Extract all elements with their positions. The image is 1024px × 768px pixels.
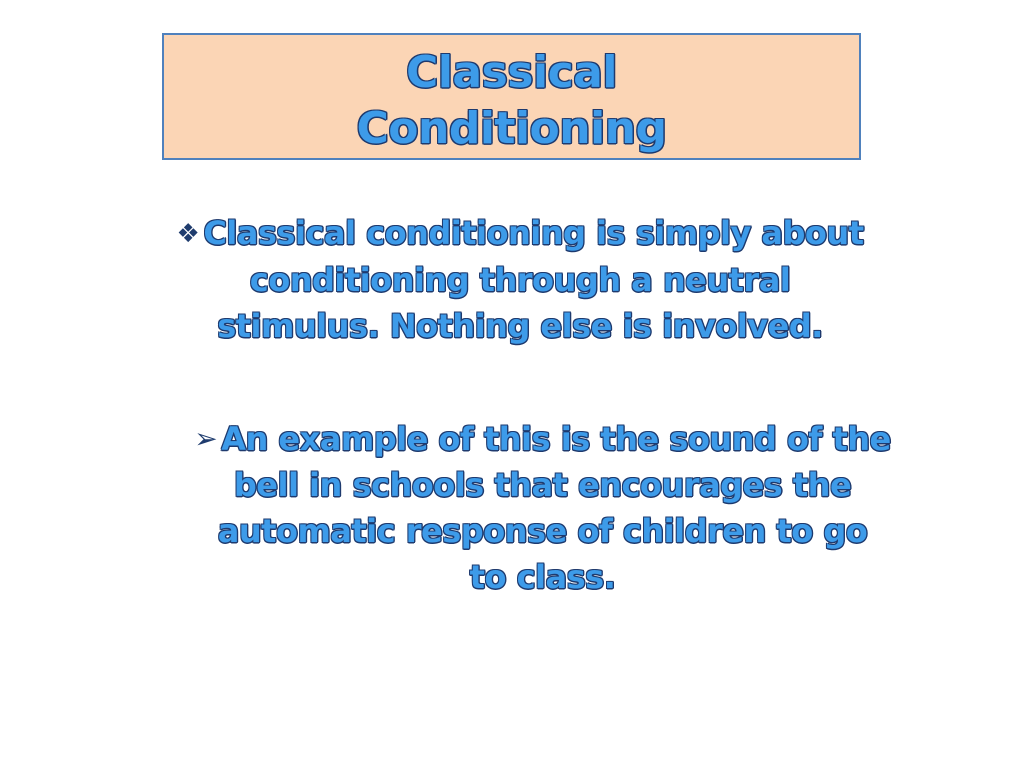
bullet-2-line-1-text: An example of this is the sound of the [221, 420, 891, 458]
arrow-bullet-icon: ➢ [194, 422, 218, 455]
bullet-2-line-4: to class. [469, 558, 616, 596]
bullet-1-line-3: stimulus. Nothing else is involved. [217, 307, 823, 345]
slide-title [164, 45, 859, 157]
title-line-1: Classical [406, 47, 617, 98]
bullet-1-line-2: conditioning through a neutral [249, 261, 791, 299]
bullet-1-line-1-text: Classical conditioning is simply about [203, 214, 864, 252]
bullet-2-line-2: bell in schools that encourages the [233, 466, 852, 504]
bullet-2-line-3: automatic response of children to go [217, 512, 868, 550]
bullet-2-line-1 [120, 416, 965, 462]
bullet-1-line-1 [95, 210, 945, 257]
title-line-2: Conditioning [356, 103, 667, 154]
title-box [162, 33, 861, 160]
bullet-point-1 [95, 210, 945, 349]
bullet-point-2 [120, 416, 965, 600]
diamond-bullet-icon: ❖ [176, 219, 200, 249]
